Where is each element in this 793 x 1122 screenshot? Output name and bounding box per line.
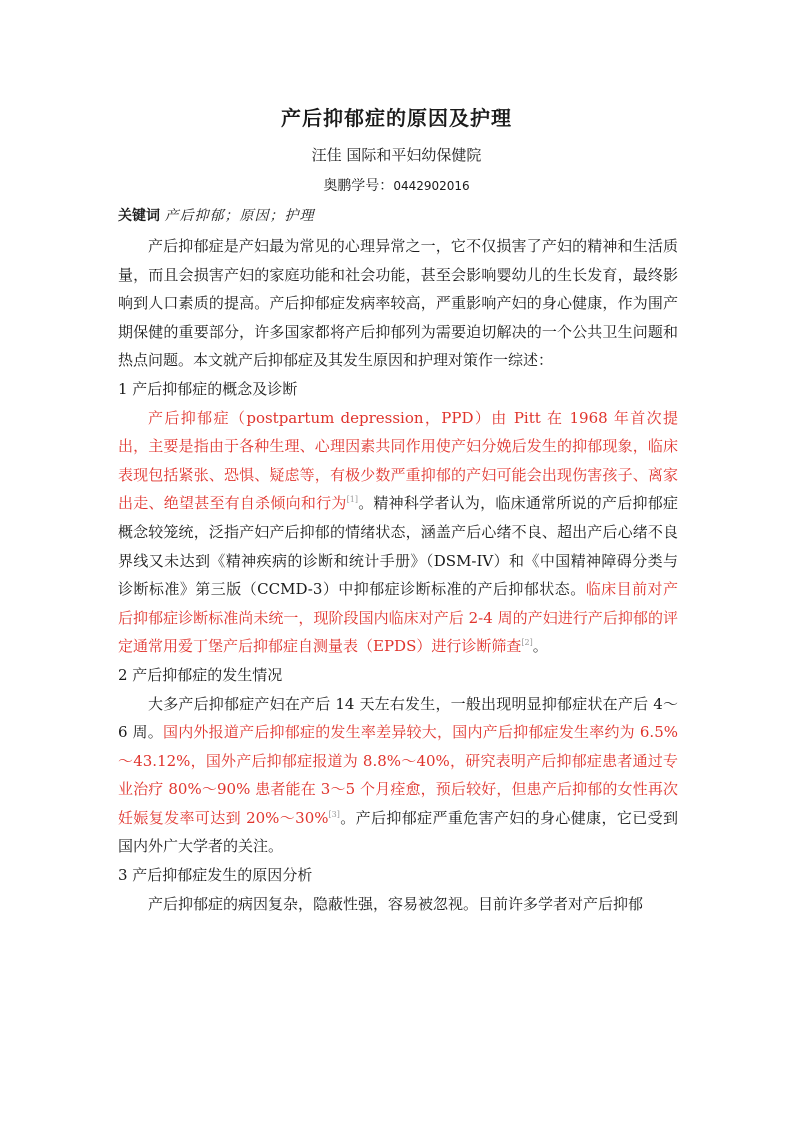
section-2-paragraph: [118, 690, 678, 862]
section-1-end: 。: [532, 637, 548, 656]
student-id-number: 0442902016: [393, 179, 470, 193]
intro-paragraph: 产后抑郁症是产妇最为常见的心理异常之一，它不仅损害了产妇的精神和生活质量，而且会损害产妇的家庭功能和社会功能，甚至会影响婴幼儿的生长发育，最终影响到人口素质的提高。产后抑郁症发病率较高，严重影响产妇的身心健康，作为围产期保健的重要部分，许多国家都将产后抑郁列为需要迫切解决的一个公共卫生问题和热点问题。本文就产后抑郁症及其发生原因和护理对策作一综述：: [118, 237, 678, 370]
section-2-text-1: 大多产后抑郁症产妇在产后 14 天左右发生，一般出现明显抑郁症状在产后 4～6 周。: [118, 694, 678, 742]
section-3-heading: 3 产后抑郁症发生的原因分析: [118, 866, 313, 885]
section-2-red-text: 国内外报道产后抑郁症的发生率差异较大，国内产后抑郁症发生率约为 6.5%～43.12%，国外产后抑郁症报道为 8.8%～40%，研究表明产后抑郁症患者通过专业治疗 80%～90% 患者能在 3～5 个月痊愈，预后较好，但患产后抑郁的女性再次妊娠复发率可达到 20%～30%: [118, 723, 678, 827]
section-2-text-2: 。产后抑郁症严重危害产妇的身心健康，它已受到国内外广大学者的关注。: [118, 808, 678, 856]
section-1-red-text-1: 产后抑郁症（postpartum depression，PPD）由 Pitt 在 1968 年首次提出，主要是指由于各种生理、心理因素共同作用使产妇分娩后发生的抑郁现象，临床表现包括紧张、恐惧、疑虑等，有极少数严重抑郁的产妇可能会出现伤害孩子、离家出走、绝望甚至有自杀倾向和行为: [118, 408, 679, 513]
citation-3: [3]: [328, 809, 340, 819]
section-1-red-text-2: 临床目前对产后抑郁症诊断标准尚未统一，现阶段国内临床对产后 2-4 周的产妇进行产后抑郁的评定通常用爱丁堡产后抑郁症自测量表（EPDS）进行诊断筛查: [118, 580, 678, 656]
keywords-value: 产后抑郁；原因；护理: [164, 208, 315, 224]
section-3-paragraph: 产后抑郁症的病因复杂，隐蔽性强，容易被忽视。目前许多学者对产后抑郁: [148, 894, 644, 913]
student-id-line: [0, 175, 793, 195]
citation-1: [1]: [346, 495, 358, 505]
section-1-text: 。精神科学者认为，临床通常所说的产后抑郁症概念较笼统，泛指产妇产后抑郁的情绪状态，涵盖产后心绪不良、超出产后心绪不良界线又未达到《精神疾病的诊断和统计手册》（DSM-IV）和《中国精神障碍分类与诊断标准》第三版（CCMD-3）中抑郁症诊断标准的产后抑郁状态。: [118, 494, 678, 599]
citation-2: [2]: [521, 638, 533, 648]
section-1-paragraph: [118, 404, 678, 661]
section-1-heading: 1 产后抑郁症的概念及诊断: [118, 379, 298, 398]
paper-body: [118, 232, 678, 918]
student-id-label: 奥鹏学号：: [323, 178, 394, 194]
paper-title: 产后抑郁症的原因及护理: [281, 106, 512, 130]
keywords-line: [118, 205, 314, 225]
author-line: 汪佳 国际和平妇幼保健院: [311, 146, 482, 164]
section-2-heading: 2 产后抑郁症的发生情况: [118, 665, 283, 684]
keywords-label: 关键词: [118, 208, 160, 224]
